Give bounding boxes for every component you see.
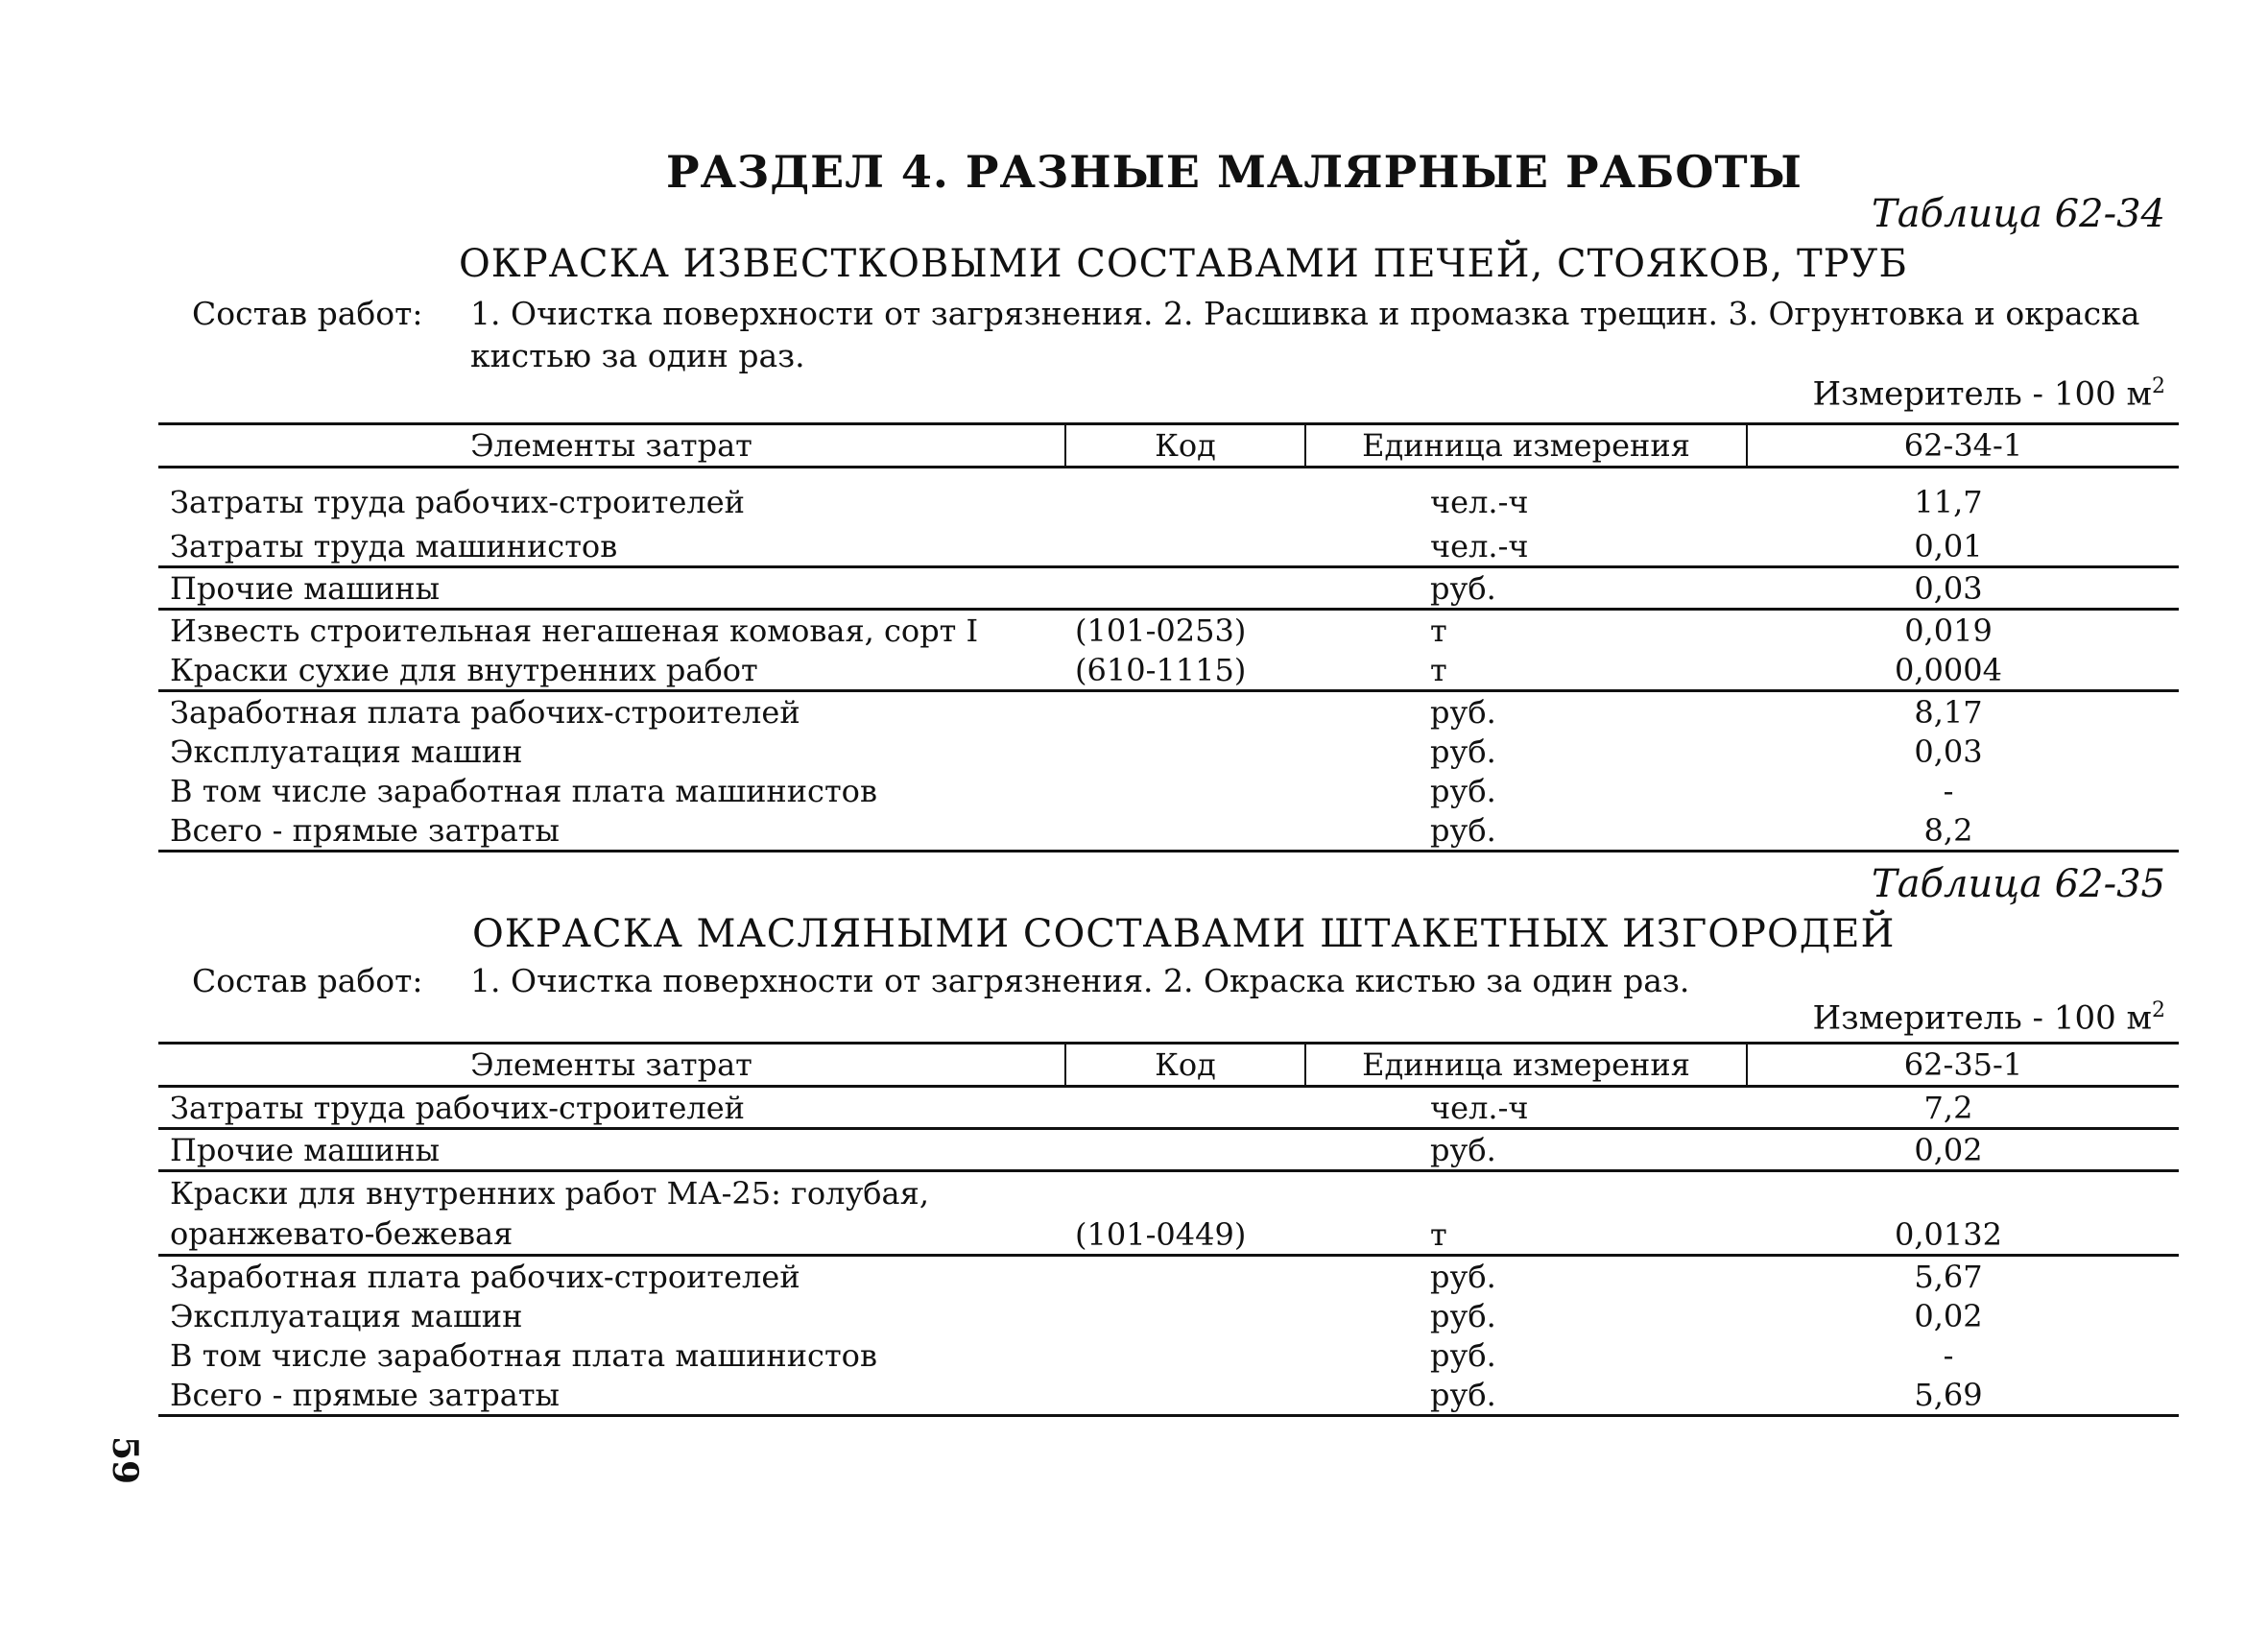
composition-text: 1. Очистка поверхности от загрязнения. 2. Окраска кистью за один раз.: [470, 962, 1690, 999]
row-unit: руб.: [1430, 1298, 1496, 1334]
row-name: Затраты труда рабочих-строителей: [158, 1087, 1065, 1129]
header-unit: Единица измерения: [1305, 1044, 1747, 1087]
row-name: Всего - прямые затраты: [158, 1375, 1065, 1416]
row-value: 11,7: [1914, 483, 1983, 520]
row-code: [1065, 1087, 1305, 1129]
meter-superscript: 2: [2152, 998, 2165, 1022]
table-row: [158, 1375, 2179, 1416]
row-name: Всего - прямые затраты: [158, 810, 1065, 852]
row-value: 0,0132: [1747, 1171, 2179, 1256]
row-code: [1065, 1296, 1305, 1335]
table-row: [158, 771, 2179, 810]
row-code: (101-0253): [1075, 612, 1247, 649]
row-name: Краски сухие для внутренних работ: [158, 650, 1065, 691]
table-row: [158, 468, 2179, 521]
composition-label: Состав работ:: [192, 295, 423, 332]
row-name-line-2: оранжевато-бежевая: [170, 1215, 513, 1252]
row-code: [1065, 1256, 1305, 1297]
header-elements: Элементы затрат: [158, 424, 1065, 468]
table-row: [158, 1087, 2179, 1129]
row-value: 0,03: [1747, 567, 2179, 610]
composition-text: 1. Очистка поверхности от загрязнения. 2. Расшивка и промазка трещин. 3. Огрунтовка и окраска кистью за один раз.: [470, 295, 2140, 374]
row-name: Заработная плата рабочих-строителей: [170, 1259, 800, 1295]
row-code: [1065, 1375, 1305, 1416]
table-2-composition: [192, 960, 2169, 1002]
table-row: [158, 810, 2179, 852]
table-2-meter: [1813, 998, 2165, 1037]
row-code: [1065, 468, 1305, 521]
meter-superscript: 2: [2152, 374, 2165, 398]
cost-table-2: [158, 1042, 2179, 1417]
table-row: [158, 1296, 2179, 1335]
table-row: [158, 732, 2179, 771]
table-row: [158, 1171, 2179, 1256]
row-unit: т: [1305, 1171, 1747, 1256]
table-1-composition: [192, 293, 2169, 377]
header-code: Код: [1065, 1044, 1305, 1087]
table-header-row: [158, 1044, 2179, 1087]
row-value: -: [1943, 773, 1954, 809]
row-code: [1065, 1335, 1305, 1375]
page-number: 59: [105, 1435, 146, 1485]
row-code: [1065, 771, 1305, 810]
row-value: 0,019: [1904, 612, 1993, 649]
section-title: РАЗДЕЛ 4. РАЗНЫЕ МАЛЯРНЫЕ РАБОТЫ: [666, 146, 1802, 198]
cost-table-1: [158, 422, 2179, 853]
row-unit: руб.: [1430, 694, 1496, 731]
row-value: 8,2: [1747, 810, 2179, 852]
row-code: [1065, 732, 1305, 771]
row-unit: руб.: [1305, 810, 1747, 852]
row-unit: руб.: [1430, 773, 1496, 809]
row-unit: руб.: [1430, 1337, 1496, 1374]
header-rate-code: 62-34-1: [1747, 424, 2179, 468]
table-2-number: Таблица 62-35: [1872, 862, 2165, 906]
table-row: [158, 691, 2179, 732]
row-unit: чел.-ч: [1305, 521, 1747, 567]
row-name: Эксплуатация машин: [170, 733, 523, 770]
table-row: [158, 1256, 2179, 1297]
row-value: -: [1943, 1337, 1954, 1374]
row-code: (101-0449): [1065, 1171, 1305, 1256]
row-name: Эксплуатация машин: [170, 1298, 523, 1334]
table-row: [158, 1129, 2179, 1171]
row-code: [1065, 1129, 1305, 1171]
row-name: Прочие машины: [158, 1129, 1065, 1171]
row-name: Затраты труда рабочих-строителей: [170, 483, 745, 520]
row-name: Затраты труда машинистов: [158, 521, 1065, 567]
row-unit: руб.: [1305, 1129, 1747, 1171]
row-unit: чел.-ч: [1305, 1087, 1747, 1129]
table-1-meter: [1813, 374, 2165, 413]
row-value: 0,02: [1747, 1129, 2179, 1171]
row-unit: руб.: [1305, 567, 1747, 610]
table-header-row: [158, 424, 2179, 468]
table-1-title: ОКРАСКА ИЗВЕСТКОВЫМИ СОСТАВАМИ ПЕЧЕЙ, СТОЯКОВ, ТРУБ: [459, 242, 1908, 286]
table-row: [158, 521, 2179, 567]
row-name-line-1: Краски для внутренних работ МА-25: голубая,: [170, 1175, 929, 1212]
table-2-title: ОКРАСКА МАСЛЯНЫМИ СОСТАВАМИ ШТАКЕТНЫХ ИЗГОРОДЕЙ: [472, 912, 1896, 956]
row-value: 0,03: [1914, 733, 1983, 770]
row-value: 7,2: [1747, 1087, 2179, 1129]
row-code: [1065, 810, 1305, 852]
row-unit: руб.: [1305, 1375, 1747, 1416]
row-code: [1065, 691, 1305, 732]
row-unit: руб.: [1430, 1259, 1496, 1295]
row-name: Известь строительная негашеная комовая, сорт I: [170, 612, 979, 649]
meter-text: Измеритель - 100 м: [1812, 998, 2152, 1038]
row-code: [1065, 567, 1305, 610]
row-unit: т: [1305, 650, 1747, 691]
row-code: [1065, 521, 1305, 567]
table-row: [158, 610, 2179, 651]
row-unit: т: [1430, 612, 1447, 649]
composition-label: Состав работ:: [192, 962, 423, 999]
table-row: [158, 650, 2179, 691]
row-name: Заработная плата рабочих-строителей: [170, 694, 800, 731]
row-value: 8,17: [1914, 694, 1983, 731]
row-name: [158, 1171, 1065, 1256]
row-value: 5,67: [1914, 1259, 1983, 1295]
row-value: 0,02: [1914, 1298, 1983, 1334]
header-code: Код: [1065, 424, 1305, 468]
row-name: В том числе заработная плата машинистов: [170, 773, 877, 809]
table-row: [158, 567, 2179, 610]
header-rate-code: 62-35-1: [1747, 1044, 2179, 1087]
table-1-number: Таблица 62-34: [1872, 192, 2165, 236]
row-name: Прочие машины: [158, 567, 1065, 610]
header-elements: Элементы затрат: [158, 1044, 1065, 1087]
row-value: 0,0004: [1747, 650, 2179, 691]
row-unit: чел.-ч: [1430, 483, 1529, 520]
row-code: (610-1115): [1065, 650, 1305, 691]
table-row: [158, 1335, 2179, 1375]
row-value: 0,01: [1747, 521, 2179, 567]
row-unit: руб.: [1430, 733, 1496, 770]
meter-text: Измеритель - 100 м: [1812, 374, 2152, 414]
header-unit: Единица измерения: [1305, 424, 1747, 468]
row-value: 5,69: [1747, 1375, 2179, 1416]
row-name: В том числе заработная плата машинистов: [170, 1337, 877, 1374]
